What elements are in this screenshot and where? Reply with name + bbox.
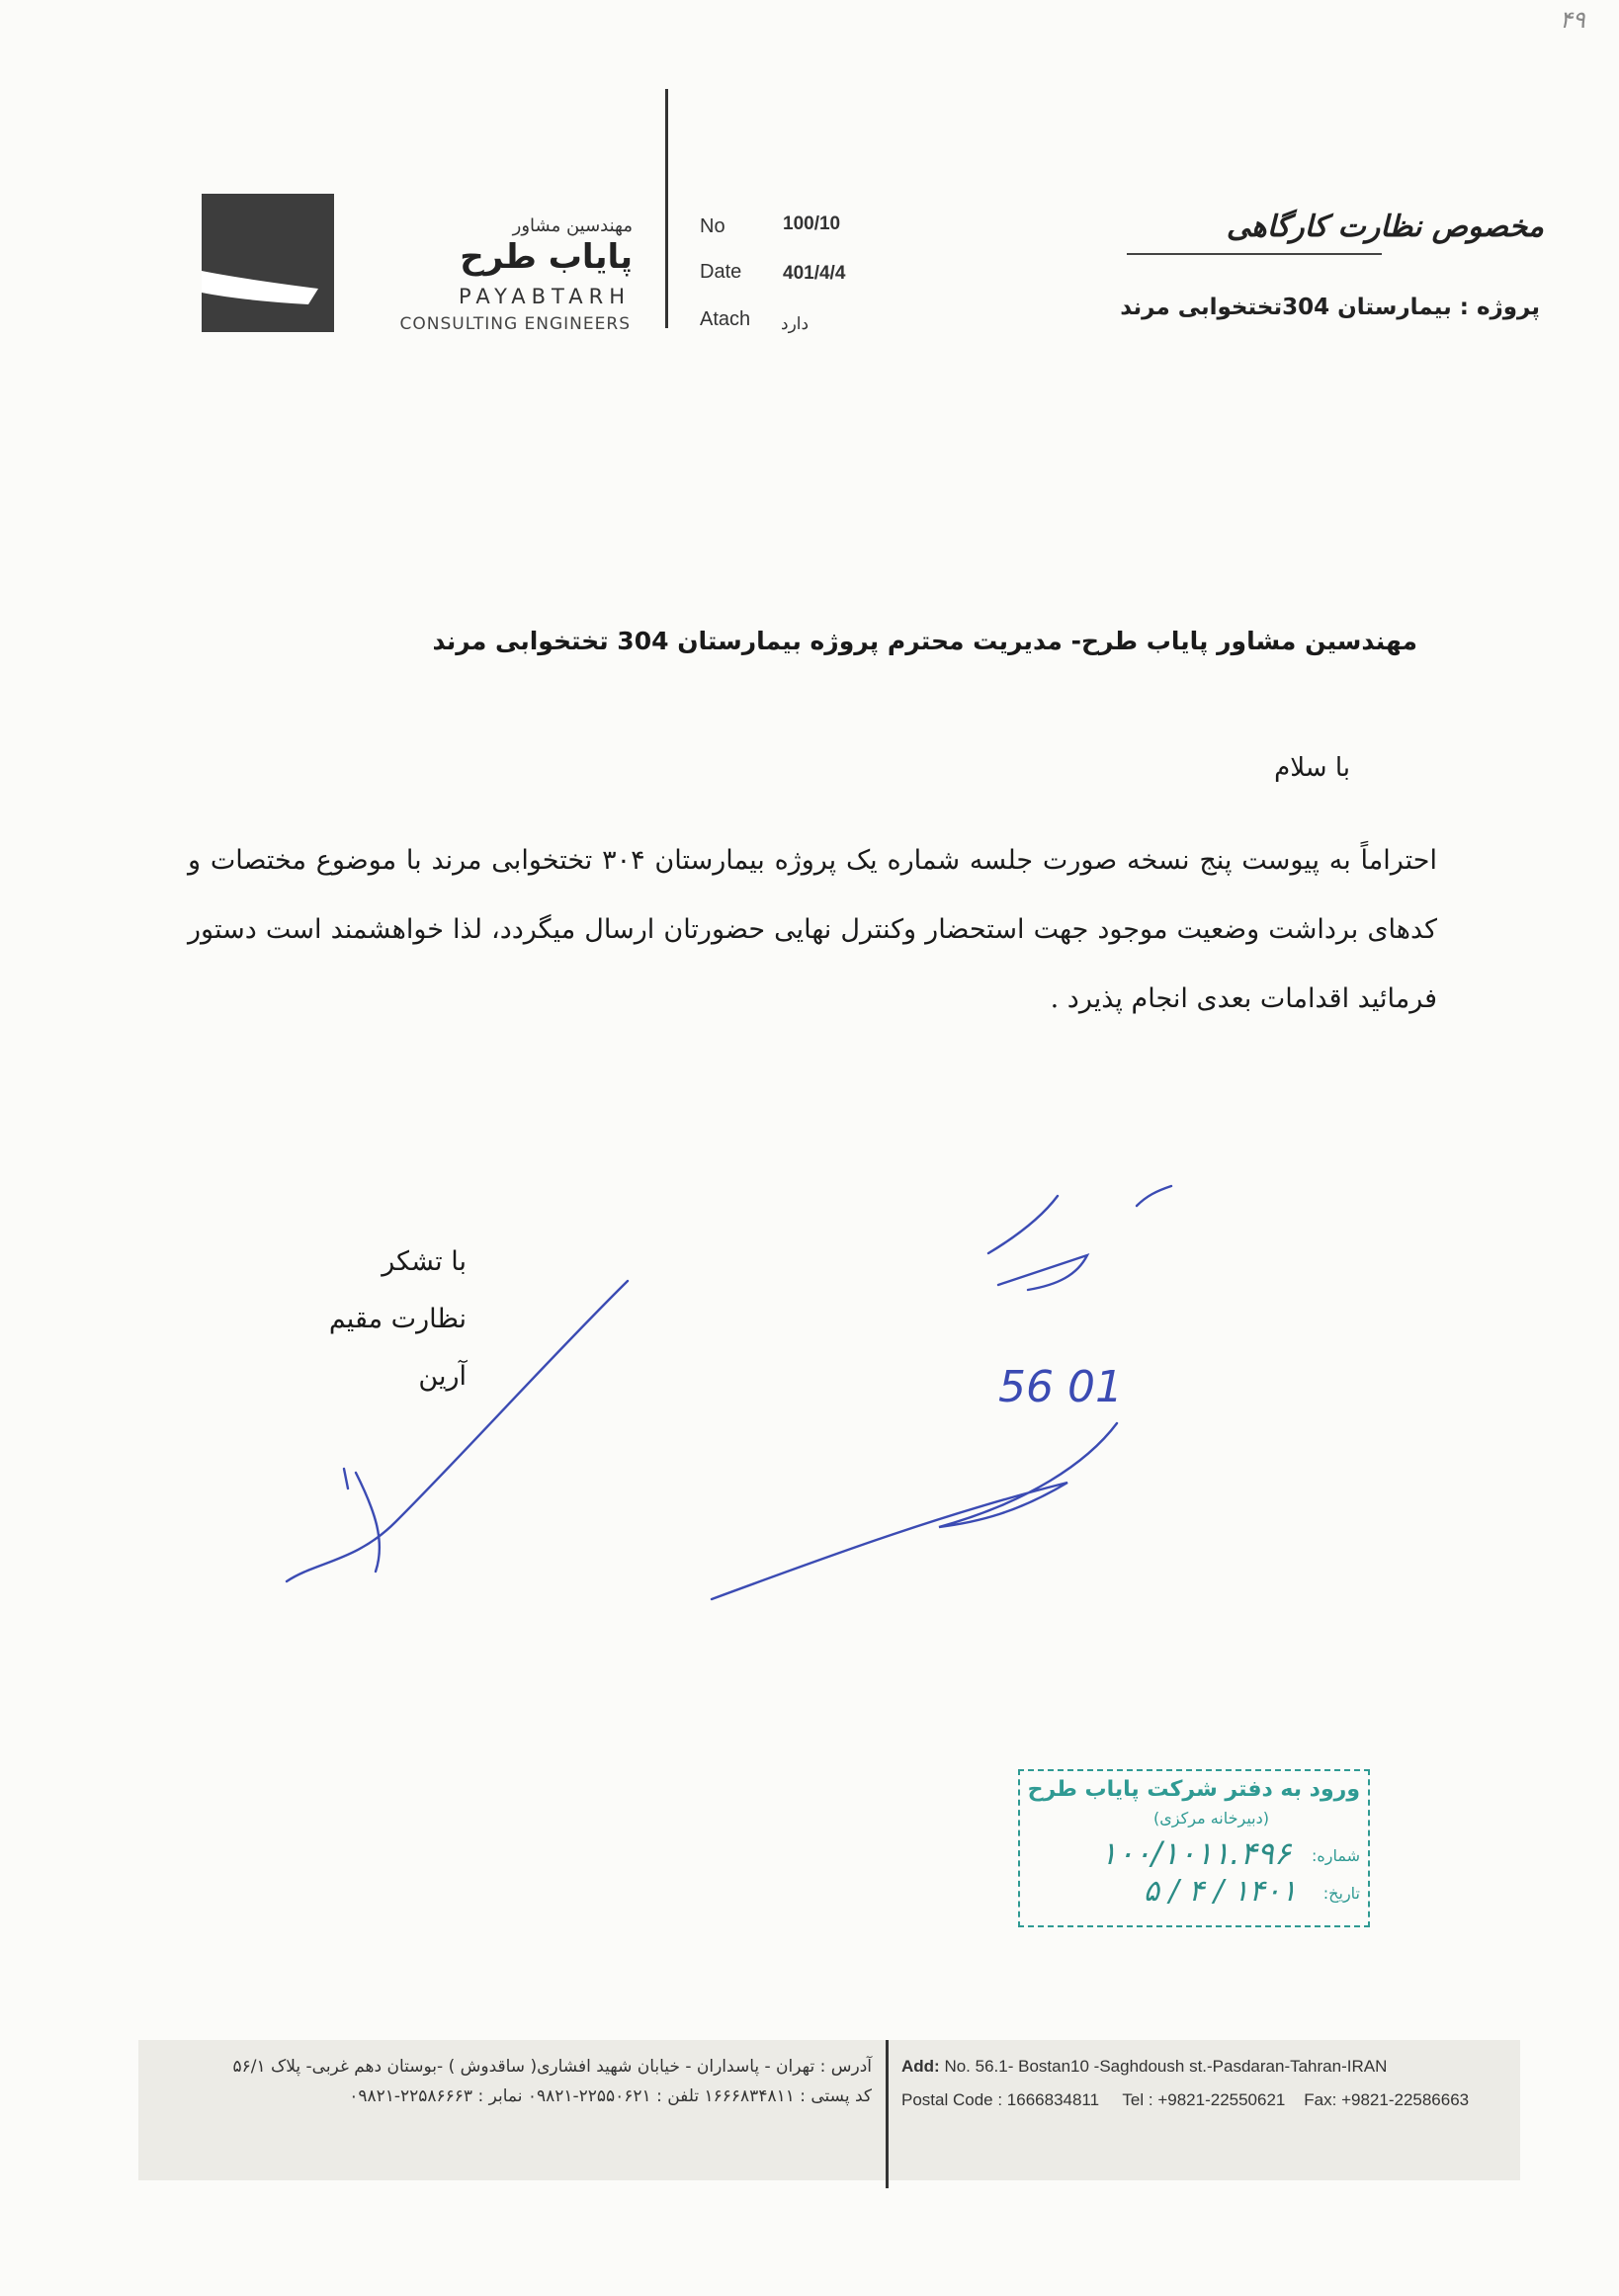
attachment-value: دارد [781, 314, 810, 333]
stamp-subtitle: (دبیرخانه مرکزی) [1153, 1809, 1269, 1828]
note-stroke-1 [988, 1196, 1058, 1253]
footer-add-line [901, 2050, 1469, 2083]
footer-postal-label: Postal Code : [901, 2090, 1003, 2109]
footer-fax-value: +9821-22586663 [1341, 2090, 1470, 2109]
letter-recipient: مهندسین مشاور پایاب طرح- مدیریت محترم پروژه بیمارستان 304 تختخوابی مرند [432, 627, 1417, 655]
footer-fax-label: Fax: [1304, 2090, 1337, 2109]
footer-add-label: Add: [901, 2057, 940, 2076]
stamp-title: ورود به دفتر شرکت پایاب طرح [1027, 1777, 1360, 1802]
date-value: 401/4/4 [783, 263, 846, 284]
stamp-number-value: ۱۰۰/۱۰۱۱.۴۹۶ [1100, 1834, 1291, 1872]
closing-role: نظارت مقیم [328, 1304, 467, 1334]
attachment-label: Atach [700, 308, 751, 330]
footer-tel-label: Tel : [1122, 2090, 1153, 2109]
stamp-date-label: تاریخ: [1322, 1884, 1360, 1903]
left-signature-stroke-1 [287, 1281, 628, 1581]
no-label: No [700, 215, 725, 237]
footer-divider [886, 2040, 889, 2188]
logo-english-subtitle: CONSULTING ENGINEERS [399, 314, 631, 334]
logo-persian-name: پایاب طرح [460, 237, 633, 277]
no-value: 100/10 [783, 213, 841, 234]
page-number-mark: ۴۹ [1560, 6, 1585, 34]
footer-address-english [901, 2050, 1469, 2117]
logo-english-name: PAYABTARH [459, 285, 631, 308]
left-signature-stroke-2 [356, 1473, 380, 1572]
letter-greeting: با سلام [1274, 753, 1350, 783]
footer-postal-value: 1666834811 [1006, 2090, 1100, 2109]
letter-body: احتراماً به پیوست پنج نسخه صورت جلسه شماره یک پروژه بیمارستان ۳۰۴ تختخوابی مرند با موضوع مختصات و کدهای برداشت وضعیت موجود جهت استحضار وکنترل نهایی حضورتان ارسال میگردد، لذا خواهشمند است دستور فرمائید اقدامات بعدی انجام پذیرد . [188, 845, 1437, 1014]
project-line: پروژه : بیمارستان 304تختخوابی مرند [1120, 295, 1540, 320]
right-signature-stroke [712, 1423, 1117, 1599]
footer-contact-line [901, 2083, 1469, 2117]
footer-address-fa-line2: کد پستی : ۱۶۶۶۸۳۴۸۱۱ تلفن : ۲۲۵۵۰۶۲۱-۰۹۸۲۱ نمابر : ۲۲۵۸۶۶۶۳-۰۹۸۲۱ [349, 2086, 872, 2106]
footer-add-value: No. 56.1- Bostan10 -Saghdoush st.-Pasdaran-Tahran-IRAN [944, 2057, 1388, 2076]
reception-stamp [1018, 1769, 1370, 1927]
date-label: Date [700, 261, 742, 283]
footer-address-persian [150, 2052, 872, 2111]
handwritten-note-number: 56 01 [998, 1362, 1123, 1412]
closing-thanks: با تشکر [382, 1246, 467, 1277]
logo-persian-subtitle: مهندسین مشاور [512, 215, 633, 236]
left-signature-stroke-3 [344, 1469, 348, 1488]
footer-tel-value: +9821-22550621 [1157, 2090, 1286, 2109]
closing-signer: آرین [418, 1361, 467, 1392]
note-stroke-2 [998, 1255, 1087, 1290]
special-title: مخصوص نظارت کارگاهی [1226, 210, 1544, 244]
note-stroke-3 [1137, 1186, 1171, 1206]
stamp-date-value: ۱۴۰۱ / ۴ / ۵ [1143, 1874, 1297, 1909]
stamp-number-label: شماره: [1311, 1846, 1360, 1865]
footer-address-fa-line1: آدرس : تهران - پاسداران - خیابان شهید افشاری( ساقدوش ) -بوستان دهم غربی- پلاک ۵۶/۱ [232, 2057, 872, 2077]
